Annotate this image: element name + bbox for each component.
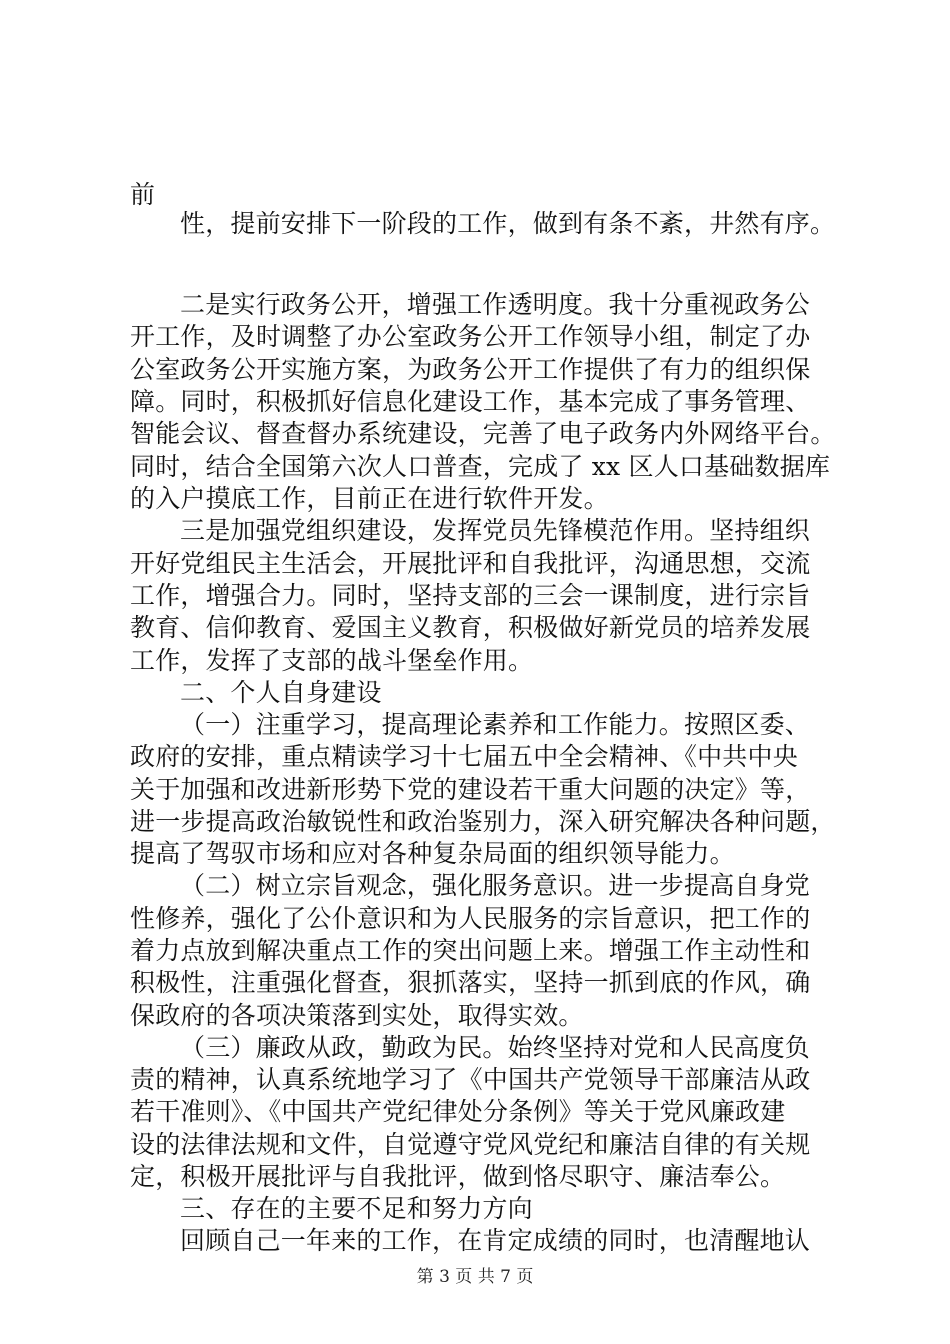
paragraph-first-line: 回顾自己一年来的工作，在肯定成绩的同时，也清醒地认 xyxy=(180,1226,811,1255)
section-heading: 二、个人自身建设 xyxy=(180,678,382,707)
text-line: 的入户摸底工作，目前正在进行软件开发。 xyxy=(130,484,609,513)
text-line: 同时，结合全国第六次人口普查，完成了 xx 区人口基础数据库 xyxy=(130,452,831,481)
paragraph-first-line: （一）注重学习，提高理论素养和工作能力。按照区委、 xyxy=(180,710,811,739)
text-line: 教育、信仰教育、爱国主义教育，积极做好新党员的培养发展 xyxy=(130,613,811,642)
text-line: 若干准则》、《中国共产党纪律处分条例》等关于党风廉政建 xyxy=(130,1097,786,1126)
text-line: 政府的安排，重点精读学习十七届五中全会精神、《中共中央 xyxy=(130,742,798,771)
text-line: 定，积极开展批评与自我批评，做到恪尽职守、廉洁奉公。 xyxy=(130,1162,786,1191)
text-line: 保政府的各项决策落到实处，取得实效。 xyxy=(130,1001,584,1030)
text-line: 提高了驾驭市场和应对各种复杂局面的组织领导能力。 xyxy=(130,839,735,868)
paragraph-first-line: （三）廉政从政，勤政为民。始终坚持对党和人民高度负 xyxy=(180,1033,811,1062)
text-line: 前 xyxy=(130,180,156,209)
text-line: 性，提前安排下一阶段的工作，做到有条不紊，井然有序。 xyxy=(180,209,836,238)
text-line: 责的精神，认真系统地学习了《中国共产党领导干部廉洁从政 xyxy=(130,1065,811,1094)
text-line: 关于加强和改进新形势下党的建设若干重大问题的决定》等， xyxy=(130,775,811,804)
section-heading: 三、存在的主要不足和努力方向 xyxy=(180,1194,533,1223)
text-line: 开工作，及时调整了办公室政务公开工作领导小组，制定了办 xyxy=(130,322,811,351)
text-line: 智能会议、督查督办系统建设，完善了电子政务内外网络平台。 xyxy=(130,419,836,448)
text-line: 障。同时，积极抓好信息化建设工作，基本完成了事务管理、 xyxy=(130,387,811,416)
text-line: 积极性，注重强化督查，狠抓落实，坚持一抓到底的作风，确 xyxy=(130,968,811,997)
paragraph-first-line: 二是实行政务公开，增强工作透明度。我十分重视政务公 xyxy=(180,290,811,319)
page-number: 第 3 页 共 7 页 xyxy=(416,1267,534,1287)
paragraph-first-line: 三是加强党组织建设，发挥党员先锋模范作用。坚持组织 xyxy=(180,516,811,545)
paragraph-first-line: （二）树立宗旨观念，强化服务意识。进一步提高自身党 xyxy=(180,871,811,900)
text-line: 工作，发挥了支部的战斗堡垒作用。 xyxy=(130,646,534,675)
text-line: 设的法律法规和文件，自觉遵守党风党纪和廉洁自律的有关规 xyxy=(130,1130,811,1159)
text-line: 性修养，强化了公仆意识和为人民服务的宗旨意识，把工作的 xyxy=(130,904,811,933)
text-line: 进一步提高政治敏锐性和政治鉴别力，深入研究解决各种问题， xyxy=(130,807,836,836)
text-line: 公室政务公开实施方案，为政务公开工作提供了有力的组织保 xyxy=(130,355,811,384)
text-line: 工作，增强合力。同时，坚持支部的三会一课制度，进行宗旨 xyxy=(130,581,811,610)
text-line: 着力点放到解决重点工作的突出问题上来。增强工作主动性和 xyxy=(130,936,811,965)
text-line: 开好党组民主生活会，开展批评和自我批评，沟通思想，交流 xyxy=(130,549,811,578)
